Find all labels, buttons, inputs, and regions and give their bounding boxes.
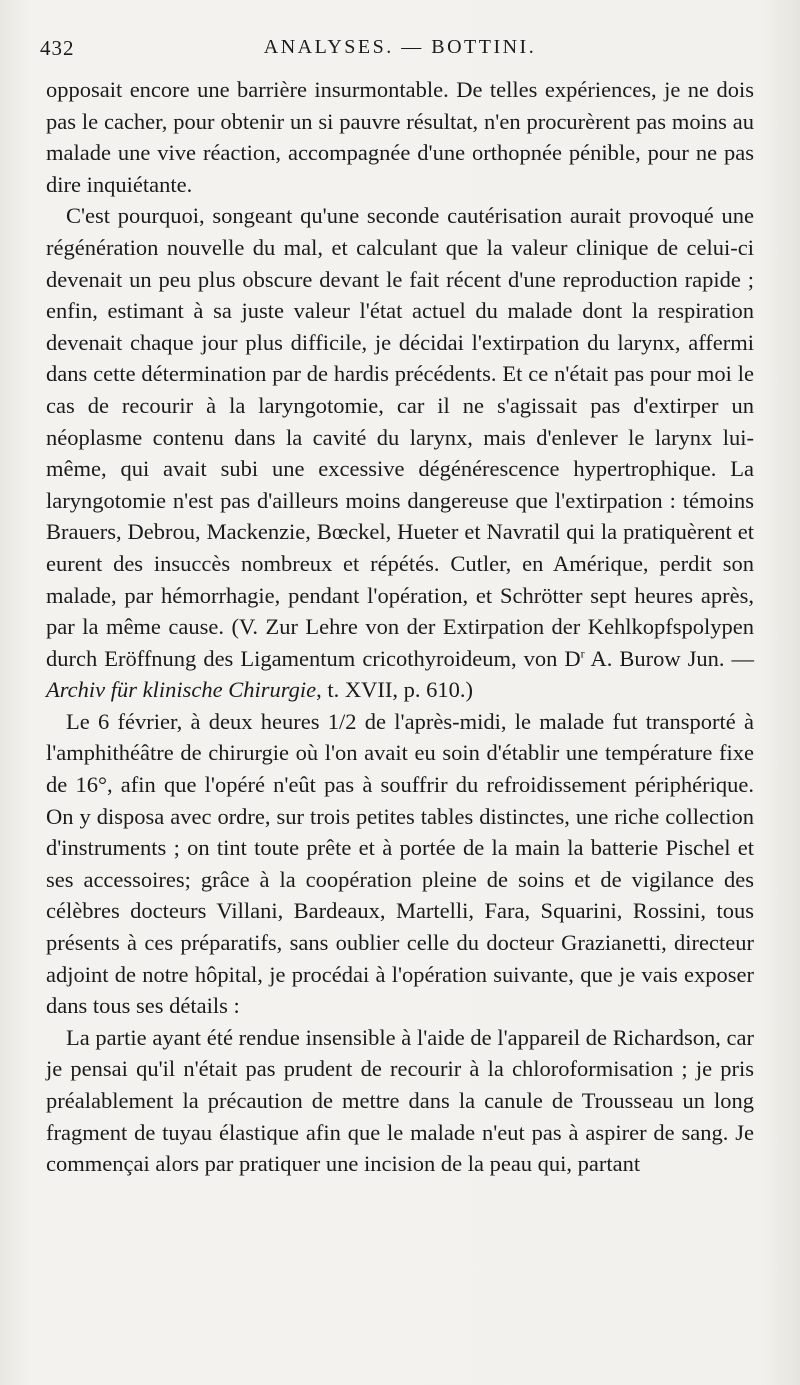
page-number: 432 xyxy=(40,36,75,60)
page-header xyxy=(40,36,760,68)
paragraph-2 xyxy=(46,200,754,706)
journal-title: Archiv für klinische Chirurgie xyxy=(46,677,317,703)
paragraph-3: Le 6 février, à deux heures 1/2 de l'après-midi, le malade fut transporté à l'amphithéâtre de chirurgie où l'on avait eu soin d'établir une température fixe de 16°, afin que l'opéré n'eût pas à souffrir du refroidissement périphérique. On y disposa avec ordre, sur trois petites tables distinctes, une riche collection d'instruments ; on tint toute prête et à portée de la main la batterie Pischel et ses accessoires; grâce à la coopération pleine de soins et de vigilance des célèbres docteurs Villani, Bardeaux, Martelli, Fara, Squarini, Rossini, tous présents à ces préparatifs, sans oublier celle du docteur Grazianetti, directeur adjoint de notre hôpital, je procédai à l'opération suivante, que je vais exposer dans tous ses détails : xyxy=(46,708,754,1019)
paragraph-1: opposait encore une barrière insurmontable. De telles expériences, je ne dois pas le cacher, pour obtenir un si pauvre résultat, n'en procurèrent pas moins au malade une vive réaction, accompagnée d'une orthopnée pénible, pour ne pas dire inquiétante. xyxy=(46,77,754,197)
running-title: ANALYSES. — BOTTINI. xyxy=(263,36,537,58)
body-text xyxy=(46,74,754,1180)
paragraph-4: La partie ayant été rendue insensible à l'aide de l'appareil de Richardson, car je pensai qu'il n'était pas prudent de recourir à la chloroformisation ; je pris préalablement la précaution de mettre dans la canule de Trousseau un long fragment de tuyau élastique afin que le malade n'eut pas à aspirer de sang. Je commençai alors par pratiquer une incision de la peau qui, partant xyxy=(46,1024,754,1177)
paragraph-2-superscript: r xyxy=(580,646,585,661)
paragraph-2-text-after: A. Burow Jun. — xyxy=(584,645,754,671)
paragraph-2-citation-end: , t. XVII, p. 610.) xyxy=(316,677,474,703)
paragraph-2-text: C'est pourquoi, songeant qu'une seconde cautérisation aurait provoqué une régénération nouvelle du mal, et calculant que la valeur clinique de celui-ci devenait un peu plus obscure devant le fait récent d'une reproduction rapide ; enfin, estimant à sa juste valeur l'état actuel du malade dont la respiration devenait chaque jour plus difficile, je décidai l'extirpation du larynx, affermi dans cette détermination par de hardis précédents. Et ce n'était pas pour moi le cas de recourir à la laryngotomie, car il ne s'agissait pas d'extirper un néoplasme contenu dans la cavité du larynx, mais d'enlever le larynx lui-même, qui avait subi une excessive dégénérescence hypertrophique. La laryngotomie n'est pas d'ailleurs moins dangereuse que l'extirpation : témoins Brauers, Debrou, Mackenzie, Bœckel, Hueter et Navratil qui la pratiquèrent et eurent des insuccès nombreux et répétés. Cutler, en Amérique, perdit son malade, par hémorrhagie, pendant l'opération, et Schrötter sept heures après, par la même cause. (V. Zur Lehre von der Extirpation der Kehlkopfspolypen durch Eröffnung des Ligamentum cricothyroideum, von D xyxy=(46,203,754,671)
